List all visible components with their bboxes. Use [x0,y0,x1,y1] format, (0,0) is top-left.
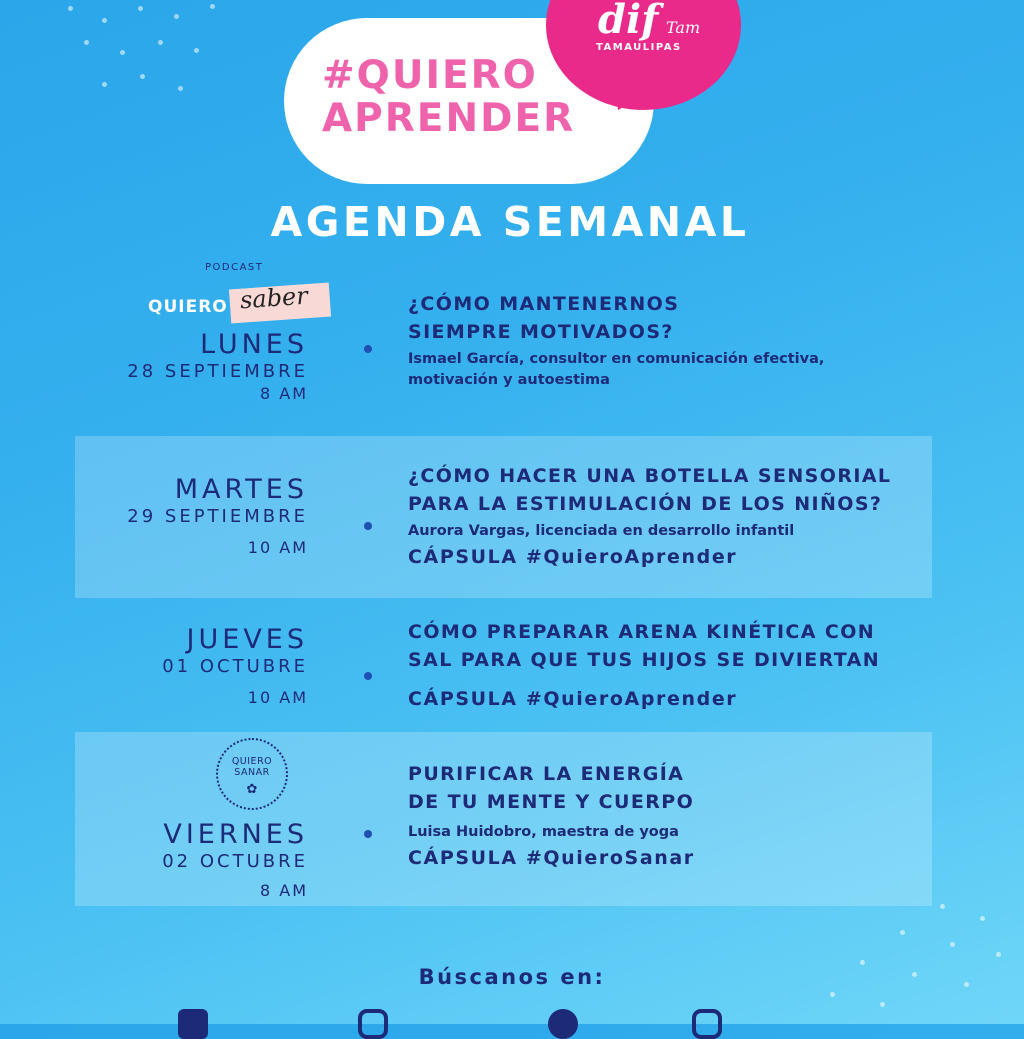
event-info [408,760,928,869]
quiero-sanar-line-2: SANAR [234,767,270,778]
page-title: AGENDA SEMANAL [270,198,750,246]
event-day: JUEVES [186,624,308,655]
social-links [358,1014,388,1034]
event-title-line-2: PARA LA ESTIMULACIÓN DE LOS NIÑOS? [408,493,883,515]
footer-label: Búscanos en: [418,965,606,989]
hashtag-line-2: APRENDER [322,96,576,141]
event-info [408,462,928,568]
decorative-dots-bottom-right [800,900,1020,1020]
event-title-line-1: ¿CÓMO HACER UNA BOTELLA SENSORIAL [408,465,892,487]
event-title-line-2: DE TU MENTE Y CUERPO [408,791,695,813]
event-time: 8 AM [259,881,308,900]
podcast-quiero-word: QUIERO [148,297,228,317]
event-capsule: CÁPSULA #QuieroAprender [408,688,738,710]
event-speaker: Aurora Vargas, licenciada en desarrollo infantil [408,523,795,539]
dif-logo-text: dif [598,0,659,43]
event-bullet [364,830,372,838]
event-day-block [127,330,308,404]
dif-logo-state: TAMAULIPAS [596,42,682,53]
event-date: 28 SEPTIEMBRE [127,361,308,382]
event-speaker: Luisa Huidobro, maestra de yoga [408,824,679,840]
event-day-block [162,820,308,904]
event-day-block [127,475,308,561]
social-links [548,1014,578,1034]
event-title-line-2: SIEMPRE MOTIVADOS? [408,321,674,343]
social-links [178,1014,208,1034]
quiero-sanar-line-1: QUIERO [231,756,273,767]
event-title-line-2: SAL PARA QUE TUS HIJOS SE DIVIERTAN [408,649,881,671]
event-bullet [364,672,372,680]
event-info [408,618,928,710]
event-date: 01 OCTUBRE [162,656,308,677]
dif-logo-suffix: Tam [666,18,701,37]
event-day: LUNES [200,329,308,360]
podcast-tag: PODCAST [205,262,264,273]
instagram-icon[interactable] [358,1009,388,1039]
flower-icon: ✿ [246,782,258,797]
event-speaker [408,349,928,391]
event-day-block [162,625,308,711]
event-date: 29 SEPTIEMBRE [127,506,308,527]
event-title-line-1: ¿CÓMO MANTENERNOS [408,293,680,315]
event-capsule: CÁPSULA #QuieroSanar [408,847,695,869]
event-title-line-1: CÓMO PREPARAR ARENA KINÉTICA CON [408,621,876,643]
quiero-sanar-text [218,756,286,778]
decorative-dots-top-left [40,0,240,110]
event-bullet [364,522,372,530]
circle-icon[interactable] [548,1009,578,1039]
social-links [692,1014,722,1034]
event-time: 10 AM [247,538,308,557]
event-speaker-line-1: Ismael García, consultor en comunicación efectiva, [408,351,825,367]
event-info [408,290,928,391]
event-speaker-line-2: motivación y autoestima [408,372,610,388]
hashtag-line-1: #QUIERO [322,53,538,98]
event-day: MARTES [174,474,308,505]
event-time: 10 AM [247,688,308,707]
facebook-icon[interactable] [178,1009,208,1039]
event-time: 8 AM [259,384,308,403]
podcast-saber-word: saber [239,281,309,315]
event-bullet [364,345,372,353]
event-date: 02 OCTUBRE [162,851,308,872]
event-title-line-1: PURIFICAR LA ENERGÍA [408,763,685,785]
instagram-icon[interactable] [692,1009,722,1039]
event-day: VIERNES [163,819,308,850]
event-capsule: CÁPSULA #QuieroAprender [408,546,738,568]
quiero-sanar-badge [216,738,288,810]
